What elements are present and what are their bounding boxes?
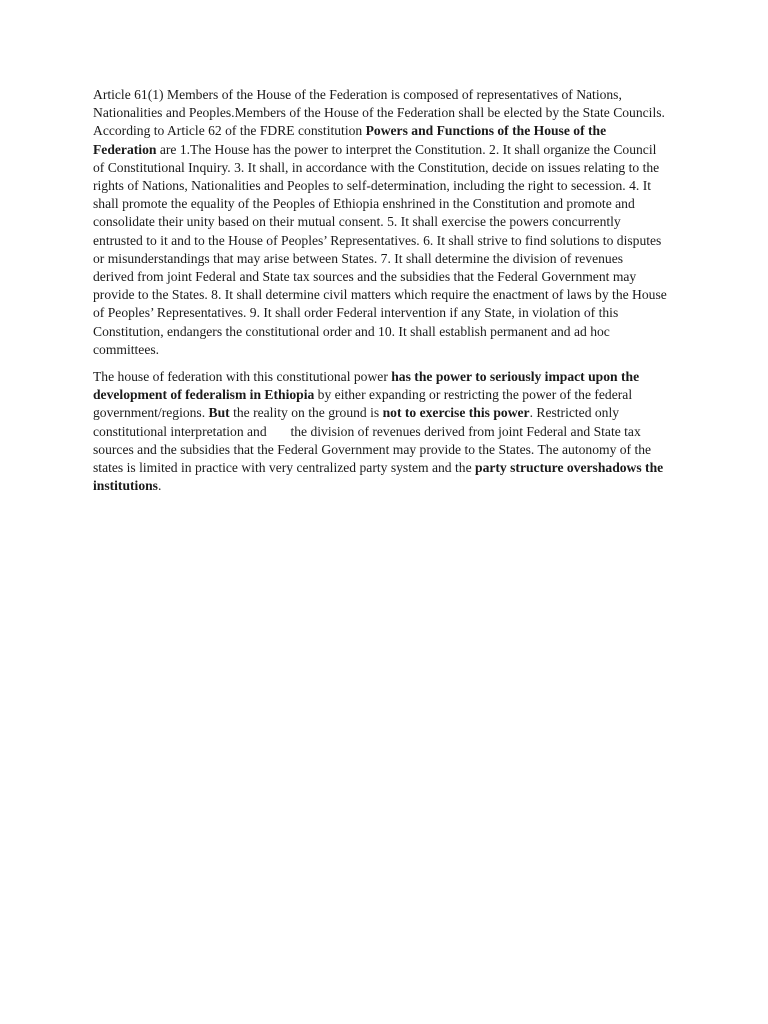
text-segment: by either expanding or restricting the power of the federal government/regions. <box>93 387 633 421</box>
document-page <box>93 86 667 504</box>
paragraph-house-of-federation-power <box>93 368 667 495</box>
text-segment: . <box>157 478 162 494</box>
bold-segment: Powers and Functions of the House of the Federation <box>93 123 607 157</box>
text-segment: the reality on the ground is <box>229 405 383 421</box>
bold-segment: has the power to seriously impact upon the development of federalism in Ethiopia <box>93 369 640 403</box>
bold-segment: But <box>208 405 230 421</box>
text-segment: . Restricted only constitutional interpretation and the division of revenues derived from joint Federal and State tax sources and the subsidies that the Federal Government may provide to the States. The autonomy of the states is limited in practice with very centralized party system and the <box>93 405 652 476</box>
paragraph-article-61-62 <box>93 86 667 359</box>
text-segment: The house of federation with this constitutional power <box>93 369 392 385</box>
text-segment: are 1.The House has the power to interpret the Constitution. 2. It shall organize the Council of Constitutional Inquiry. 3. It shall, in accordance with the Constitution, decide on issues relating to the rights of Nations, Nationalities and Peoples to self-determination, including the right to secession. 4. It shall promote the equality of the Peoples of Ethiopia enshrined in the Constitution and promote and consolidate their unity based on their mutual consent. 5. It shall exercise the powers concurrently entrusted to it and to the House of Peoples’ Representatives. 6. It shall strive to find solutions to disputes or misunderstandings that may arise between States. 7. It shall determine the division of revenues derived from joint Federal and State tax sources and the subsidies that the Federal Government may provide to the States. 8. It shall determine civil matters which require the enactment of laws by the House of Peoples’ Representatives. 9. It shall order Federal intervention if any State, in violation of this Constitution, endangers the constitutional order and 10. It shall establish permanent and ad hoc committees. <box>93 141 667 357</box>
text-segment: Article 61(1) Members of the House of the Federation is composed of representatives of Nations, Nationalities and Peoples.Members of the House of the Federation shall be elected by the State Councils. According to Article 62 of the FDRE constitution <box>93 87 665 139</box>
bold-segment: party structure overshadows the institutions <box>93 460 664 494</box>
bold-segment: not to exercise this power <box>382 405 530 421</box>
